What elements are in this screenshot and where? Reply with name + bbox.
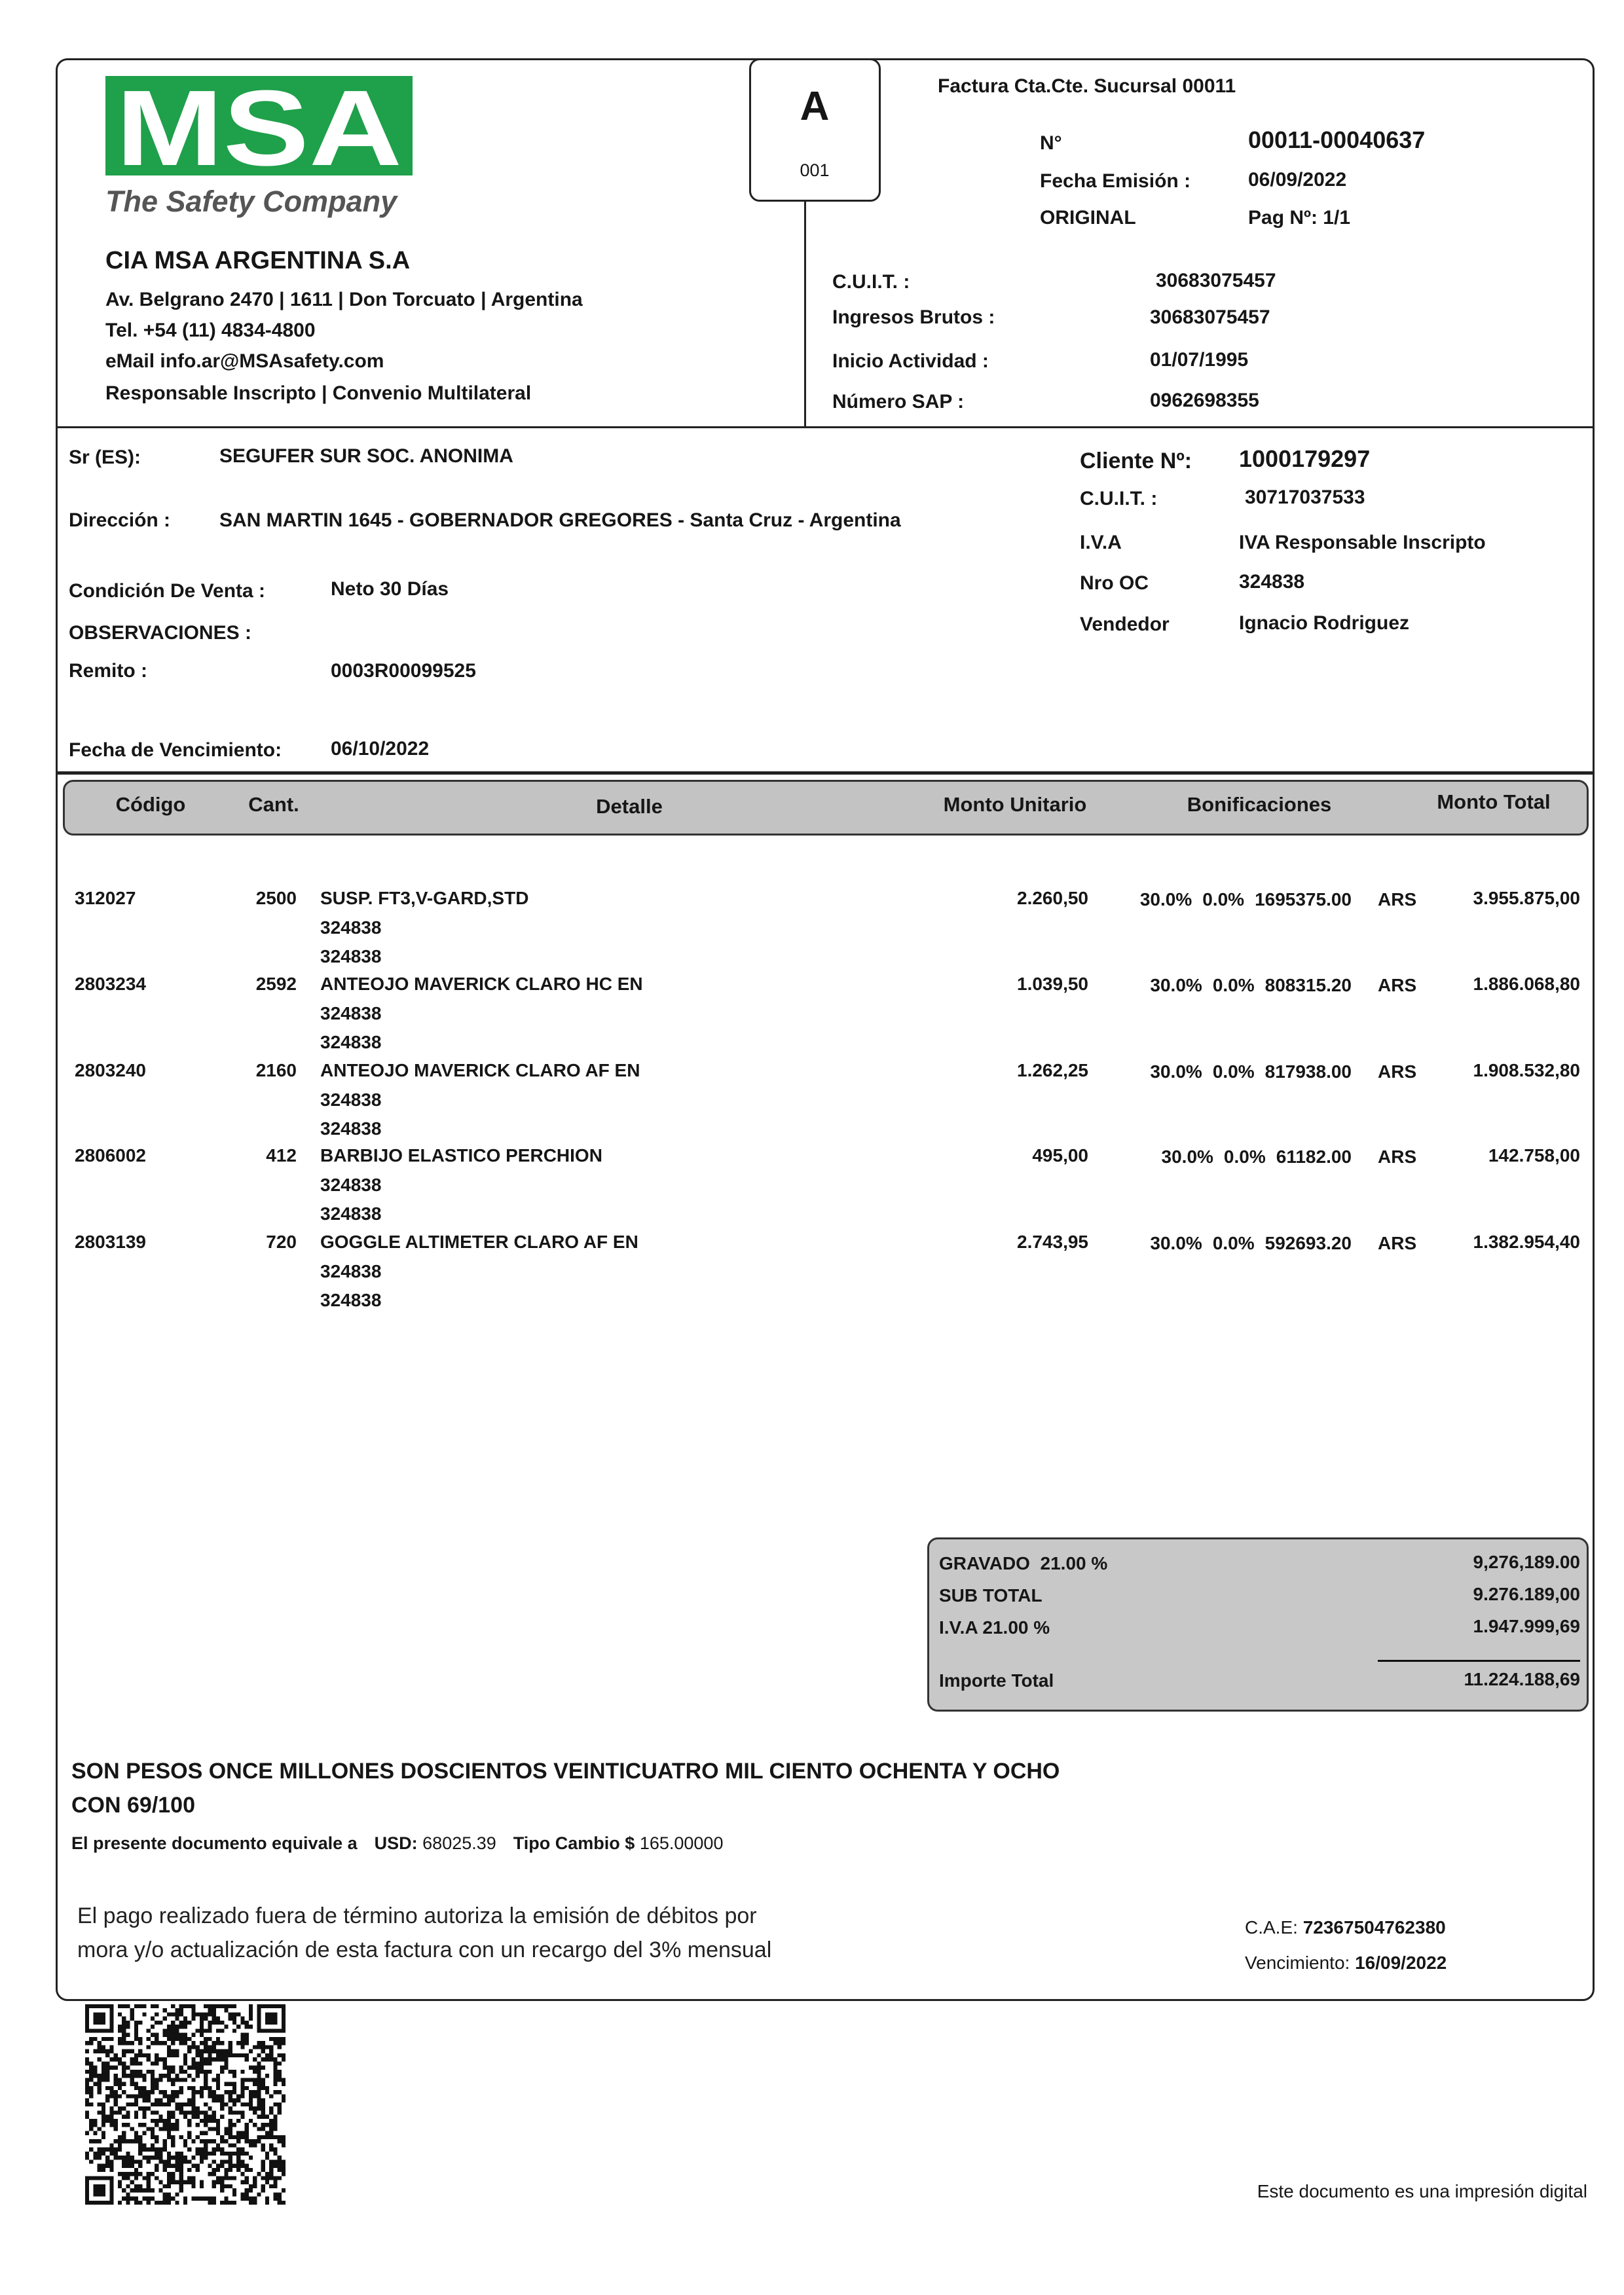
item-description: SUSP. FT3,V-GARD,STD xyxy=(320,888,529,908)
item-total: 1.886.068,80 xyxy=(1473,974,1580,994)
item-quantity: 412 xyxy=(266,1145,297,1166)
table-row xyxy=(0,975,1624,1054)
item-code: 2806002 xyxy=(75,1145,147,1166)
cae-due-label: Vencimiento: xyxy=(1245,1953,1350,1973)
header-divider xyxy=(56,426,1595,428)
seller-label: Vendedor xyxy=(1080,614,1170,635)
company-address: Av. Belgrano 2470 | 1611 | Don Torcuato | Argentina xyxy=(105,289,583,310)
issue-date: 06/09/2022 xyxy=(1248,169,1347,191)
table-row xyxy=(0,889,1624,968)
company-name: CIA MSA ARGENTINA S.A xyxy=(105,247,411,274)
column-header-unit-price: Monto Unitario xyxy=(943,793,1087,816)
late-payment-notice: El pago realizado fuera de término autoriza la emisión de débitos por xyxy=(77,1903,757,1928)
exchange-rate-label: Tipo Cambio $ xyxy=(513,1833,635,1853)
item-reference: 324838 xyxy=(320,1003,382,1023)
customer-divider xyxy=(56,771,1595,775)
msa-logo xyxy=(105,76,413,175)
item-quantity: 2500 xyxy=(255,888,297,908)
document-code: 001 xyxy=(800,160,830,180)
grand-total-label: Importe Total xyxy=(939,1670,1054,1691)
sap-number-label: Número SAP : xyxy=(832,391,965,413)
logo-mark xyxy=(105,76,413,175)
item-reference: 324838 xyxy=(320,1261,382,1281)
equivalence-label: El presente documento equivale a xyxy=(71,1833,358,1853)
qr-finder-pattern xyxy=(93,2012,105,2025)
item-reference: 324838 xyxy=(320,1090,382,1110)
cae xyxy=(1245,1919,1446,1937)
item-reference: 324838 xyxy=(320,917,382,938)
qr-code xyxy=(85,2004,286,2205)
amount-in-words-line: CON 69/100 xyxy=(71,1793,195,1818)
usd-label: USD: xyxy=(374,1833,418,1853)
column-header-code: Código xyxy=(115,793,186,816)
grand-total-amount: 11.224.188,69 xyxy=(1464,1669,1580,1689)
cae-due-date: 16/09/2022 xyxy=(1355,1953,1447,1973)
item-unit-price: 2.260,50 xyxy=(1017,888,1088,908)
column-header-total: Monto Total xyxy=(1437,790,1551,813)
customer-cuit: 30717037533 xyxy=(1245,487,1365,508)
cae-number: 72367504762380 xyxy=(1302,1917,1446,1937)
table-row xyxy=(0,1147,1624,1225)
item-total: 1.908.532,80 xyxy=(1473,1060,1580,1080)
vat-label: I.V.A 21.00 % xyxy=(939,1617,1050,1638)
item-reference: 324838 xyxy=(320,1203,382,1224)
company-email: eMail info.ar@MSAsafety.com xyxy=(105,350,384,372)
item-reference: 324838 xyxy=(320,1032,382,1052)
discount-1: 30.0% xyxy=(1150,1233,1202,1253)
item-total: 1.382.954,40 xyxy=(1473,1232,1580,1252)
item-discounts xyxy=(1150,1234,1352,1253)
page-number: Pag Nº: 1/1 xyxy=(1248,207,1351,229)
discount-amount: 61182.00 xyxy=(1276,1147,1352,1167)
item-reference: 324838 xyxy=(320,1175,382,1195)
item-description: GOGGLE ALTIMETER CLARO AF EN xyxy=(320,1232,638,1252)
digital-print-notice: Este documento es una impresión digital xyxy=(1257,2181,1587,2201)
customer-address-label: Dirección : xyxy=(69,509,171,531)
item-quantity: 2160 xyxy=(255,1060,297,1080)
item-reference: 324838 xyxy=(320,1118,382,1139)
item-code: 312027 xyxy=(75,888,136,908)
due-date: 06/10/2022 xyxy=(331,738,430,760)
client-number-label: Cliente Nº: xyxy=(1080,449,1192,473)
issue-date-label: Fecha Emisión : xyxy=(1040,170,1191,192)
item-discounts xyxy=(1150,976,1352,995)
usd-amount: 68025.39 xyxy=(422,1833,496,1853)
amount-in-words-line: SON PESOS ONCE MILLONES DOSCIENTOS VEINTICUATRO MIL CIENTO OCHENTA Y OCHO xyxy=(71,1759,1060,1784)
late-payment-notice: mora y/o actualización de esta factura con un recargo del 3% mensual xyxy=(77,1937,772,1962)
item-currency: ARS xyxy=(1378,1061,1417,1082)
document-type-box xyxy=(749,58,881,202)
item-total: 3.955.875,00 xyxy=(1473,888,1580,908)
discount-amount: 592693.20 xyxy=(1264,1233,1352,1253)
totals-divider xyxy=(1378,1660,1580,1662)
subtotal-amount: 9.276.189,00 xyxy=(1473,1584,1580,1604)
invoice-number-label: N° xyxy=(1040,132,1062,154)
gross-income-label: Ingresos Brutos : xyxy=(832,306,995,328)
item-quantity: 2592 xyxy=(255,974,297,994)
table-row xyxy=(0,1233,1624,1312)
sale-condition-label: Condición De Venta : xyxy=(69,580,266,602)
company-phone: Tel. +54 (11) 4834-4800 xyxy=(105,320,316,341)
item-discounts xyxy=(1150,1063,1352,1081)
item-discounts xyxy=(1162,1148,1352,1166)
table-row xyxy=(0,1061,1624,1140)
item-unit-price: 1.262,25 xyxy=(1017,1060,1088,1080)
customer-name: SEGUFER SUR SOC. ANONIMA xyxy=(219,445,513,467)
qr-finder-pattern xyxy=(265,2012,278,2025)
qr-modules xyxy=(85,2004,286,2205)
company-tax-status: Responsable Inscripto | Convenio Multilateral xyxy=(105,382,532,404)
discount-1: 30.0% xyxy=(1139,889,1192,909)
due-date-label: Fecha de Vencimiento: xyxy=(69,739,282,761)
logo-tagline: The Safety Company xyxy=(105,185,397,218)
discount-2: 0.0% xyxy=(1223,1147,1266,1167)
client-number: 1000179297 xyxy=(1239,445,1371,472)
discount-2: 0.0% xyxy=(1212,1061,1255,1082)
iva-condition: IVA Responsable Inscripto xyxy=(1239,532,1486,553)
item-unit-price: 1.039,50 xyxy=(1017,974,1088,994)
item-currency: ARS xyxy=(1378,1233,1417,1253)
customer-address: SAN MARTIN 1645 - GOBERNADOR GREGORES - Santa Cruz - Argentina xyxy=(219,509,901,531)
column-header-detail: Detalle xyxy=(596,795,663,818)
item-reference: 324838 xyxy=(320,1290,382,1310)
taxed-label: GRAVADO 21.00 % xyxy=(939,1553,1108,1573)
item-unit-price: 2.743,95 xyxy=(1017,1232,1088,1252)
discount-2: 0.0% xyxy=(1212,1233,1255,1253)
discount-2: 0.0% xyxy=(1212,975,1255,995)
item-quantity: 720 xyxy=(266,1232,297,1252)
cae-due xyxy=(1245,1954,1447,1972)
cae-label: C.A.E: xyxy=(1245,1917,1298,1937)
document-letter: A xyxy=(800,84,830,129)
item-discounts xyxy=(1140,890,1352,909)
discount-1: 30.0% xyxy=(1161,1147,1213,1167)
taxed-amount: 9,276,189.00 xyxy=(1473,1552,1580,1572)
discount-1: 30.0% xyxy=(1150,1061,1202,1082)
issuer-cuit-label: C.U.I.T. : xyxy=(832,271,910,293)
discount-amount: 808315.20 xyxy=(1264,975,1352,995)
logo-text: MSA xyxy=(116,76,402,175)
customer-cuit-label: C.U.I.T. : xyxy=(1080,488,1158,509)
item-code: 2803240 xyxy=(75,1060,147,1080)
remito-label: Remito : xyxy=(69,660,147,682)
sap-number: 0962698355 xyxy=(1150,390,1259,411)
item-currency: ARS xyxy=(1378,975,1417,995)
activity-start-label: Inicio Actividad : xyxy=(832,350,989,372)
discount-1: 30.0% xyxy=(1150,975,1202,995)
activity-start: 01/07/1995 xyxy=(1150,349,1249,371)
customer-name-label: Sr (ES): xyxy=(69,447,141,468)
po-number: 324838 xyxy=(1239,571,1305,593)
vat-amount: 1.947.999,69 xyxy=(1473,1616,1580,1636)
invoice-title: Factura Cta.Cte. Sucursal 00011 xyxy=(938,75,1236,97)
currency-equivalence xyxy=(71,1835,723,1852)
item-description: ANTEOJO MAVERICK CLARO HC EN xyxy=(320,974,643,994)
item-description: ANTEOJO MAVERICK CLARO AF EN xyxy=(320,1060,640,1080)
item-description: BARBIJO ELASTICO PERCHION xyxy=(320,1145,602,1166)
discount-amount: 817938.00 xyxy=(1264,1061,1352,1082)
gross-income: 30683075457 xyxy=(1150,306,1270,328)
item-currency: ARS xyxy=(1378,889,1417,909)
copy-label: ORIGINAL xyxy=(1040,207,1136,229)
column-header-discounts: Bonificaciones xyxy=(1187,793,1332,816)
discount-amount: 1695375.00 xyxy=(1255,889,1352,909)
discount-2: 0.0% xyxy=(1202,889,1245,909)
sale-condition: Neto 30 Días xyxy=(331,578,449,600)
item-unit-price: 495,00 xyxy=(1032,1145,1088,1166)
remito: 0003R00099525 xyxy=(331,660,476,682)
iva-label: I.V.A xyxy=(1080,532,1122,553)
item-currency: ARS xyxy=(1378,1147,1417,1167)
header-vertical-divider xyxy=(804,202,806,427)
subtotal-label: SUB TOTAL xyxy=(939,1585,1043,1606)
item-code: 2803234 xyxy=(75,974,147,994)
qr-finder-pattern xyxy=(93,2184,105,2197)
item-reference: 324838 xyxy=(320,946,382,966)
column-header-quantity: Cant. xyxy=(248,793,299,816)
item-code: 2803139 xyxy=(75,1232,147,1252)
exchange-rate: 165.00000 xyxy=(639,1833,724,1853)
po-label: Nro OC xyxy=(1080,572,1149,594)
item-total: 142.758,00 xyxy=(1488,1145,1580,1166)
issuer-cuit: 30683075457 xyxy=(1156,270,1276,291)
invoice-number: 00011-00040637 xyxy=(1248,126,1426,153)
seller-name: Ignacio Rodriguez xyxy=(1239,612,1410,634)
observations-label: OBSERVACIONES : xyxy=(69,622,251,644)
